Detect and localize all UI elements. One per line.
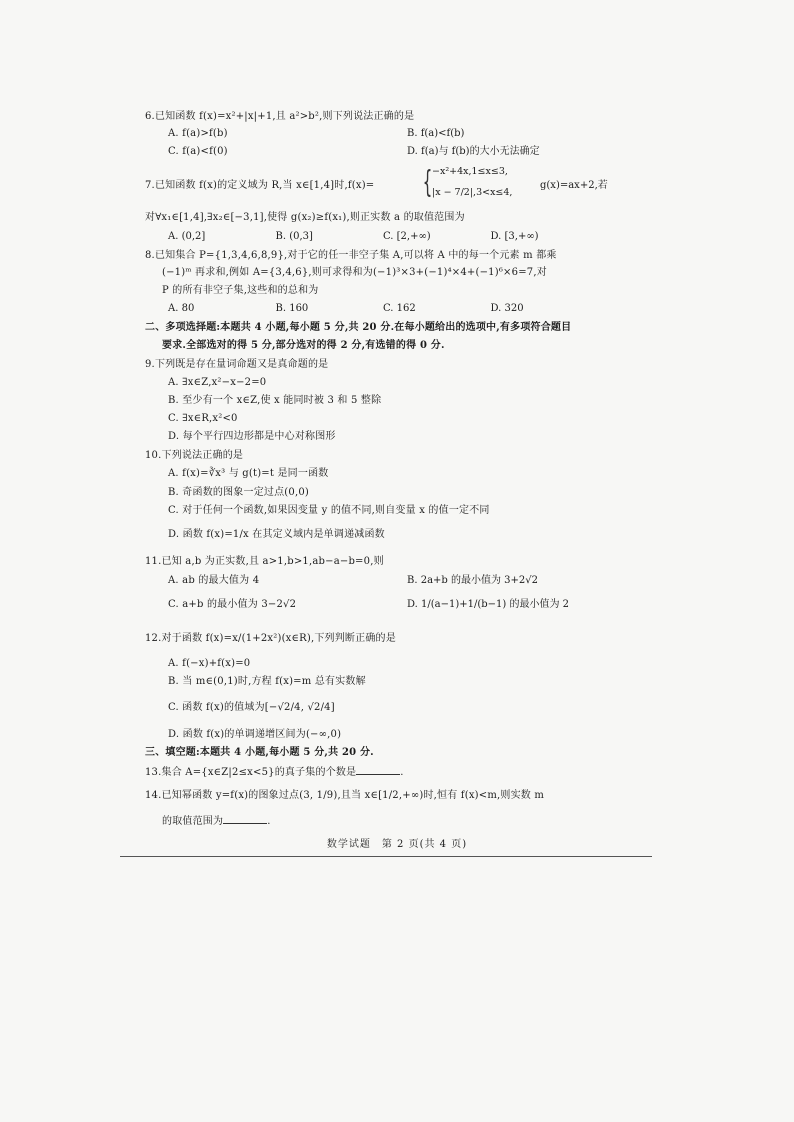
q12-option-a: A. f(−x)+f(x)=0: [168, 658, 251, 669]
q7-line-2: 对∀x₁∈[1,4],∃x₂∈[−3,1],使得 g(x₂)≥f(x₁),则正实数 a 的取值范围为: [145, 212, 465, 223]
q9-option-b: B. 至少有一个 x∈Z,使 x 能同时被 3 和 5 整除: [168, 395, 382, 406]
q7-option-b: B. (0,3]: [275, 231, 313, 242]
q13-answer-blank: [356, 764, 400, 775]
q12-option-d: D. 函数 f(x)的单调递增区间为(−∞,0): [168, 729, 342, 740]
q10-option-a: A. f(x)=∛x³ 与 g(t)=t 是同一函数: [168, 468, 329, 479]
q9-option-d: D. 每个平行四边形都是中心对称图形: [168, 431, 336, 442]
q11-option-a: A. ab 的最大值为 4: [168, 575, 260, 586]
q8-line-3: P 的所有非空子集,这些和的总和为: [162, 285, 319, 296]
q13-text: 13.集合 A={x∈Z|2≤x<5}的真子集的个数是: [145, 767, 357, 778]
q12-stem: 12.对于函数 f(x)=x/(1+2x²)(x∈R),下列判断正确的是: [145, 633, 396, 644]
q8-line-2: (−1)ᵐ 再求和,例如 A={3,4,6},则可求得和为(−1)³×3+(−1)⁴×4+(−1)⁶×6=7,对: [162, 267, 547, 278]
q11-stem: 11.已知 a,b 为正实数,且 a>1,b>1,ab−a−b=0,则: [145, 556, 384, 567]
q8-option-c: C. 162: [383, 303, 416, 314]
q12-option-c: C. 函数 f(x)的值域为[−√2/4, √2/4]: [168, 702, 335, 713]
q7-options: [168, 230, 598, 244]
q6-option-a: A. f(a)>f(b): [168, 128, 228, 139]
q8-options: [168, 302, 598, 316]
q6-stem: 6.已知函数 f(x)=x²+|x|+1,且 a²>b²,则下列说法正确的是: [145, 111, 415, 122]
q7-option-a: A. (0,2]: [168, 231, 206, 242]
q9-stem: 9.下列既是存在量词命题又是真命题的是: [145, 359, 329, 370]
piecewise-brace: {: [422, 165, 433, 200]
q11-option-c: C. a+b 的最小值为 3−2√2: [168, 599, 297, 610]
page-footer: 数学试题 第 2 页(共 4 页): [326, 839, 468, 850]
q8-option-d: D. 320: [490, 303, 524, 314]
q10-option-b: B. 奇函数的图象一定过点(0,0): [168, 487, 310, 498]
q8-line-1: 8.已知集合 P={1,3,4,6,8,9},对于它的任一非空子集 A,可以将 A 中的每一个元素 m 都乘: [145, 250, 557, 261]
q7-piece-2: |x − 7/2|,3<x≤4,: [432, 187, 513, 198]
footer-divider: [120, 856, 652, 857]
q6-option-c: C. f(a)<f(0): [168, 146, 228, 157]
q7-option-c: C. [2,+∞): [383, 231, 431, 242]
q10-option-d: D. 函数 f(x)=1/x 在其定义域内是单调递减函数: [168, 529, 385, 540]
q14-line-2-wrap: [162, 813, 271, 829]
q8-option-b: B. 160: [275, 303, 309, 314]
q7-stem-right: g(x)=ax+2,若: [540, 180, 608, 191]
q7-stem-left: 7.已知函数 f(x)的定义域为 R,当 x∈[1,4]时,f(x)=: [145, 180, 375, 191]
q14-line-1: 14.已知幂函数 y=f(x)的图象过点(3, 1/9),且当 x∈[1/2,+∞)时,恒有 f(x)<m,则实数 m: [145, 790, 545, 801]
q7-option-d: D. [3,+∞): [490, 231, 539, 242]
q10-option-c: C. 对于任何一个函数,如果因变量 y 的值不同,则自变量 x 的值一定不同: [168, 505, 490, 516]
q10-stem: 10.下列说法正确的是: [145, 450, 244, 461]
q14-line-2: 的取值范围为: [162, 816, 224, 827]
q11-option-b: B. 2a+b 的最小值为 3+2√2: [407, 575, 539, 586]
q14-answer-blank: [223, 813, 267, 824]
q11-option-d: D. 1/(a−1)+1/(b−1) 的最小值为 2: [407, 599, 570, 610]
q12-option-b: B. 当 m∈(0,1)时,方程 f(x)=m 总有实数解: [168, 676, 366, 687]
q8-option-a: A. 80: [168, 303, 195, 314]
q14-end: .: [267, 816, 271, 827]
q13-end: .: [400, 767, 404, 778]
section-3-heading: 三、填空题:本题共 4 小题,每小题 5 分,共 20 分.: [145, 747, 374, 758]
section-2-instructions: 要求.全部选对的得 5 分,部分选对的得 2 分,有选错的得 0 分.: [162, 340, 445, 351]
q6-option-d: D. f(a)与 f(b)的大小无法确定: [407, 146, 540, 157]
q13-line: [145, 764, 404, 780]
q7-piece-1: −x²+4x,1≤x≤3,: [432, 166, 508, 177]
section-2-heading: 二、多项选择题:本题共 4 小题,每小题 5 分,共 20 分.在每小题给出的选项中,有多项符合题目: [145, 322, 572, 333]
q6-option-b: B. f(a)<f(b): [407, 128, 465, 139]
q9-option-c: C. ∃x∈R,x²<0: [168, 413, 238, 424]
q9-option-a: A. ∃x∈Z,x²−x−2=0: [168, 377, 267, 388]
